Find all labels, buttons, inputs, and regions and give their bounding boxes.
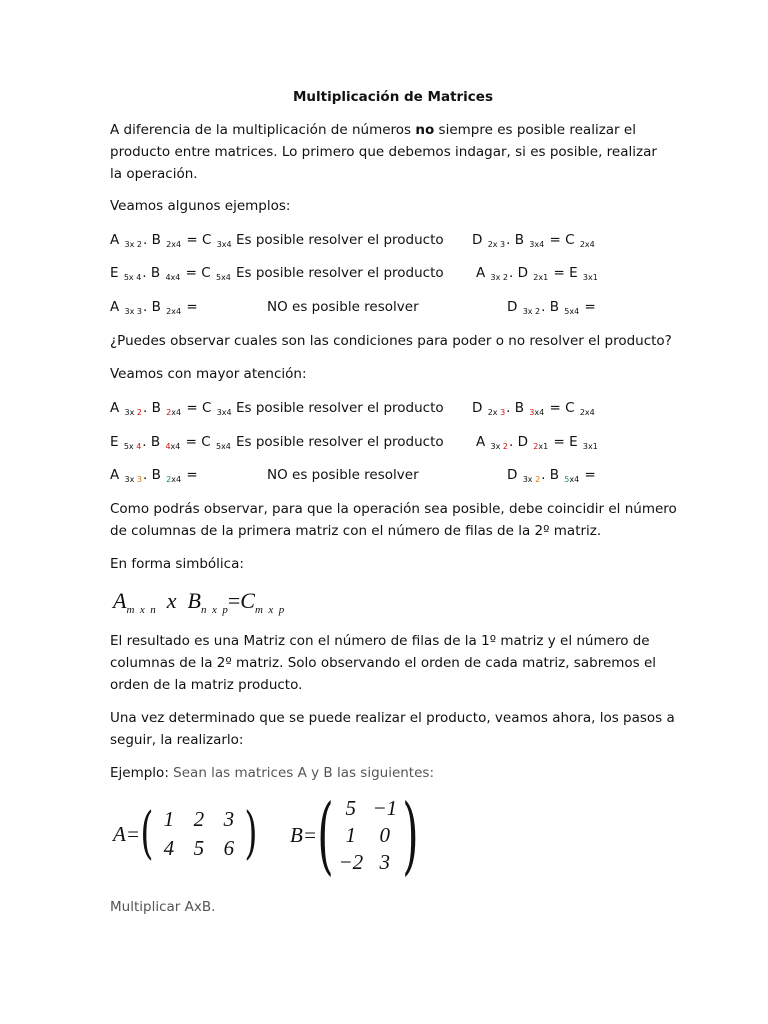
example-2-left: E $_{5x 4}$. B $_{4x4}$ = C $_{5x4}$ — [110, 265, 231, 282]
matrix-a-cell: 6 — [223, 836, 235, 860]
example-1-status: Es posible resolver el producto — [236, 232, 444, 248]
colored-example-2-status: Es posible resolver el producto — [236, 434, 444, 450]
symbolic-heading: En forma simbólica: — [110, 556, 244, 572]
colored-example-2-left: E $_{5x 4}$. B $_{4x4}$ = C $_{5x4}$ — [110, 434, 231, 451]
example-2-status: Es posible resolver el producto — [236, 265, 444, 281]
matrix-b-cell: 3 — [379, 849, 391, 874]
multiply-instruction: Multiplicar AxB. — [110, 899, 216, 915]
example-label: Ejemplo: — [110, 765, 169, 781]
matrix-b-cell: 5 — [345, 795, 357, 820]
matrix-b-cell: 0 — [379, 822, 391, 847]
matrix-b-cell: 1 — [345, 822, 357, 847]
colored-example-1-status: Es posible resolver el producto — [236, 400, 444, 416]
example-text: Sean las matrices A y B las siguientes: — [168, 765, 434, 781]
steps-line2: seguir, la realizarlo: — [110, 732, 244, 748]
observation-paragraph — [110, 498, 677, 542]
matrix-b-grid — [334, 796, 402, 875]
colored-example-1-right: D $_{2x 3}$. B $_{3x4}$ = C $_{2x4}$ — [472, 400, 595, 417]
example-2-right: A $_{3x 2}$. D $_{2x1}$ = E $_{3x1}$ — [476, 265, 598, 282]
matrix-a-right-paren: ) — [244, 801, 258, 866]
question-text: ¿Puedes observar cuales son las condiciones para poder o no resolver el producto? — [110, 333, 672, 349]
matrix-a-cell: 5 — [193, 836, 205, 860]
intro-line2: producto entre matrices. Lo primero que debemos indagar, si es posible, realizar — [110, 144, 657, 160]
intro-line3: la operación. — [110, 166, 198, 182]
intro-part2: siempre es posible realizar el — [434, 122, 636, 138]
observation-line1: Como podrás observar, para que la operación sea posible, debe coincidir el número — [110, 501, 677, 517]
example-1-right: D $_{2x 3}$. B $_{3x4}$ = C $_{2x4}$ — [472, 232, 595, 249]
matrix-b-left-paren: ( — [317, 786, 334, 884]
steps-line1: Una vez determinado que se puede realizar el producto, veamos ahora, los pasos a — [110, 710, 675, 726]
matrix-a-cell: 4 — [163, 836, 175, 860]
matrix-a-left-paren: ( — [140, 801, 154, 866]
matrix-b-cell: −2 — [338, 849, 364, 874]
observation-line2: de columnas de la primera matriz con el número de filas de la 2º matriz. — [110, 523, 602, 539]
matrix-b — [290, 786, 419, 884]
example-3-left: A $_{3x 3}$. B $_{2x4}$ = — [110, 299, 198, 316]
closer-look-heading: Veamos con mayor atención: — [110, 366, 307, 382]
intro-part1: A diferencia de la multiplicación de números — [110, 122, 416, 138]
example-line — [110, 765, 434, 781]
colored-example-3-left: A $_{3x 3}$. B $_{2x4}$ = — [110, 467, 198, 484]
symbolic-formula: $A_{m x n}$ x $B_{n x p}=C_{m x p}$ — [113, 588, 285, 616]
steps-paragraph — [110, 707, 675, 751]
result-paragraph — [110, 630, 656, 696]
matrix-b-right-paren: ) — [401, 786, 419, 884]
matrix-a-name: A= — [113, 821, 140, 846]
colored-example-2-right: A $_{3x 2}$. D $_{2x1}$ = E $_{3x1}$ — [476, 434, 598, 451]
page-title: Multiplicación de Matrices — [293, 89, 493, 105]
colored-example-1-left: A $_{3x 2}$. B $_{2x4}$ = C $_{3x4}$ — [110, 400, 232, 417]
result-line2: columnas de la 2º matriz. Solo observando el orden de cada matriz, sabremos el — [110, 655, 657, 671]
matrix-a-cell: 3 — [223, 807, 235, 831]
colored-example-3-right: D $_{3x 2}$. B $_{5x4}$ = — [507, 467, 596, 484]
matrix-a-cell: 2 — [193, 807, 205, 831]
example-3-right: D $_{3x 2}$. B $_{5x4}$ = — [507, 299, 596, 316]
matrix-a — [113, 801, 258, 866]
intro-paragraph — [110, 119, 657, 185]
colored-example-3-status: NO es posible resolver — [267, 467, 419, 483]
result-line3: orden de la matriz producto. — [110, 677, 303, 693]
example-1-left: A $_{3x 2}$. B $_{2x4}$ = C $_{3x4}$ — [110, 232, 232, 249]
matrix-a-cell: 1 — [163, 807, 175, 831]
matrix-a-grid — [154, 807, 244, 861]
matrix-b-name: B= — [290, 822, 317, 847]
example-3-status: NO es posible resolver — [267, 299, 419, 315]
examples-heading: Veamos algunos ejemplos: — [110, 198, 291, 214]
matrix-b-cell: −1 — [372, 795, 398, 820]
intro-bold-no: no — [415, 122, 435, 138]
result-line1: El resultado es una Matriz con el número de filas de la 1º matriz y el número de — [110, 633, 650, 649]
